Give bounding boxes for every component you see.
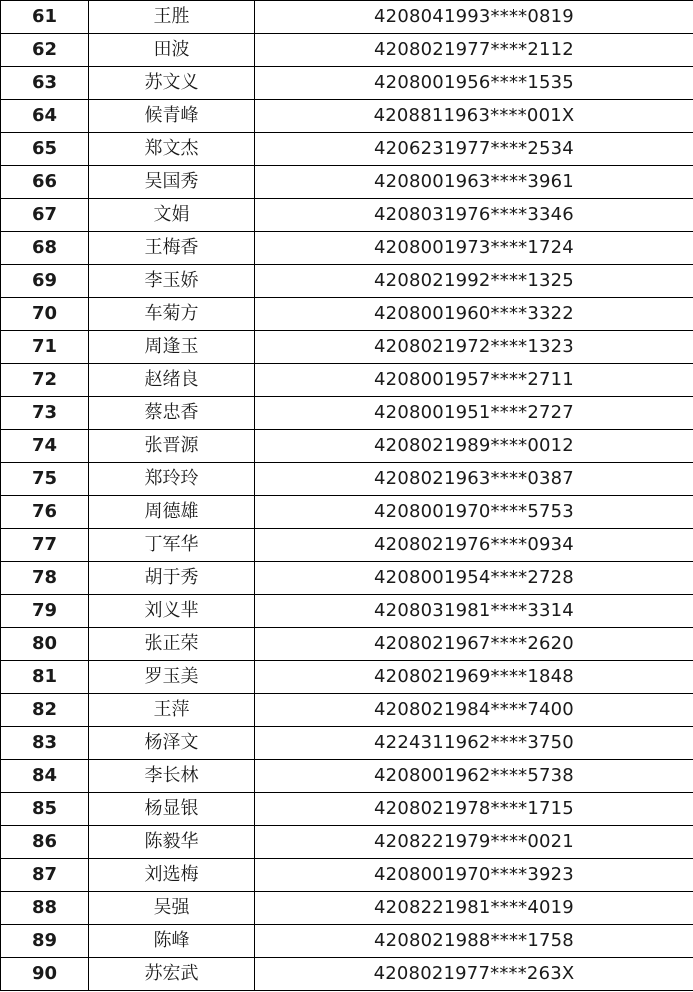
- row-number: 63: [1, 67, 89, 100]
- id-number: 4208031976****3346: [255, 199, 693, 232]
- person-name: 田波: [89, 34, 255, 67]
- id-number: 4208021988****1758: [255, 925, 693, 958]
- row-number: 89: [1, 925, 89, 958]
- id-number: 4208021977****2112: [255, 34, 693, 67]
- person-name: 陈毅华: [89, 826, 255, 859]
- id-number: 4208021992****1325: [255, 265, 693, 298]
- row-number: 82: [1, 694, 89, 727]
- id-number: 4208021963****0387: [255, 463, 693, 496]
- table-row: [1, 661, 693, 694]
- id-number: 4208811963****001X: [255, 100, 693, 133]
- table-row: [1, 199, 693, 232]
- table-row: [1, 133, 693, 166]
- id-number: 4208021976****0934: [255, 529, 693, 562]
- id-number: 4208001954****2728: [255, 562, 693, 595]
- table-row: [1, 265, 693, 298]
- table-row: [1, 562, 693, 595]
- row-number: 75: [1, 463, 89, 496]
- table-row: [1, 430, 693, 463]
- row-number: 83: [1, 727, 89, 760]
- id-number: 4208021977****263X: [255, 958, 693, 991]
- id-number: 4208001962****5738: [255, 760, 693, 793]
- row-number: 85: [1, 793, 89, 826]
- table-row: [1, 628, 693, 661]
- id-number: 4206231977****2534: [255, 133, 693, 166]
- table-row: [1, 925, 693, 958]
- person-name: 王胜: [89, 1, 255, 34]
- person-name: 王梅香: [89, 232, 255, 265]
- person-name: 车菊方: [89, 298, 255, 331]
- id-number: 4208001960****3322: [255, 298, 693, 331]
- person-name: 张正荣: [89, 628, 255, 661]
- table-row: [1, 166, 693, 199]
- id-number: 4208021984****7400: [255, 694, 693, 727]
- id-number: 4208031981****3314: [255, 595, 693, 628]
- id-number: 4208041993****0819: [255, 1, 693, 34]
- table-row: [1, 826, 693, 859]
- person-name: 刘选梅: [89, 859, 255, 892]
- row-number: 68: [1, 232, 89, 265]
- person-name: 蔡忠香: [89, 397, 255, 430]
- id-number: 4208021969****1848: [255, 661, 693, 694]
- row-number: 77: [1, 529, 89, 562]
- row-number: 84: [1, 760, 89, 793]
- person-name: 陈峰: [89, 925, 255, 958]
- person-name: 赵绪良: [89, 364, 255, 397]
- table-row: [1, 694, 693, 727]
- table-row: [1, 397, 693, 430]
- row-number: 87: [1, 859, 89, 892]
- person-name: 郑文杰: [89, 133, 255, 166]
- table-row: [1, 760, 693, 793]
- person-name: 苏宏武: [89, 958, 255, 991]
- id-number: 4208001951****2727: [255, 397, 693, 430]
- person-name: 胡于秀: [89, 562, 255, 595]
- id-number: 4208001956****1535: [255, 67, 693, 100]
- id-number: 4208021967****2620: [255, 628, 693, 661]
- row-number: 76: [1, 496, 89, 529]
- id-number: 4208001970****3923: [255, 859, 693, 892]
- row-number: 79: [1, 595, 89, 628]
- row-number: 67: [1, 199, 89, 232]
- id-number: 4224311962****3750: [255, 727, 693, 760]
- row-number: 86: [1, 826, 89, 859]
- person-name: 李长林: [89, 760, 255, 793]
- table-row: [1, 496, 693, 529]
- person-name: 周逢玉: [89, 331, 255, 364]
- table-row: [1, 364, 693, 397]
- row-number: 74: [1, 430, 89, 463]
- table-row: [1, 958, 693, 991]
- row-number: 73: [1, 397, 89, 430]
- person-name: 苏文义: [89, 67, 255, 100]
- table-row: [1, 529, 693, 562]
- person-name: 丁军华: [89, 529, 255, 562]
- table-row: [1, 463, 693, 496]
- table-row: [1, 298, 693, 331]
- person-name: 杨显银: [89, 793, 255, 826]
- id-number: 4208001970****5753: [255, 496, 693, 529]
- row-number: 80: [1, 628, 89, 661]
- row-number: 65: [1, 133, 89, 166]
- table-row: [1, 1, 693, 34]
- table-row: [1, 34, 693, 67]
- id-number: 4208001973****1724: [255, 232, 693, 265]
- person-name: 张晋源: [89, 430, 255, 463]
- table-row: [1, 67, 693, 100]
- person-name: 李玉娇: [89, 265, 255, 298]
- id-number: 4208001957****2711: [255, 364, 693, 397]
- person-name: 吴强: [89, 892, 255, 925]
- row-number: 66: [1, 166, 89, 199]
- person-name: 郑玲玲: [89, 463, 255, 496]
- id-number: 4208221981****4019: [255, 892, 693, 925]
- person-name: 刘义芈: [89, 595, 255, 628]
- row-number: 62: [1, 34, 89, 67]
- row-number: 72: [1, 364, 89, 397]
- id-number: 4208221979****0021: [255, 826, 693, 859]
- person-name: 文娟: [89, 199, 255, 232]
- id-number: 4208001963****3961: [255, 166, 693, 199]
- table-row: [1, 859, 693, 892]
- table-row: [1, 595, 693, 628]
- person-name: 周德雄: [89, 496, 255, 529]
- row-number: 81: [1, 661, 89, 694]
- person-name: 候青峰: [89, 100, 255, 133]
- person-name: 王萍: [89, 694, 255, 727]
- row-number: 69: [1, 265, 89, 298]
- person-name: 罗玉美: [89, 661, 255, 694]
- roster-body: [1, 1, 693, 991]
- person-name: 杨泽文: [89, 727, 255, 760]
- row-number: 64: [1, 100, 89, 133]
- row-number: 78: [1, 562, 89, 595]
- id-number: 4208021989****0012: [255, 430, 693, 463]
- row-number: 90: [1, 958, 89, 991]
- table-row: [1, 727, 693, 760]
- table-row: [1, 331, 693, 364]
- table-row: [1, 232, 693, 265]
- table-row: [1, 892, 693, 925]
- row-number: 61: [1, 1, 89, 34]
- table-row: [1, 793, 693, 826]
- row-number: 70: [1, 298, 89, 331]
- row-number: 88: [1, 892, 89, 925]
- person-name: 吴国秀: [89, 166, 255, 199]
- id-number: 4208021972****1323: [255, 331, 693, 364]
- id-number: 4208021978****1715: [255, 793, 693, 826]
- row-number: 71: [1, 331, 89, 364]
- table-row: [1, 100, 693, 133]
